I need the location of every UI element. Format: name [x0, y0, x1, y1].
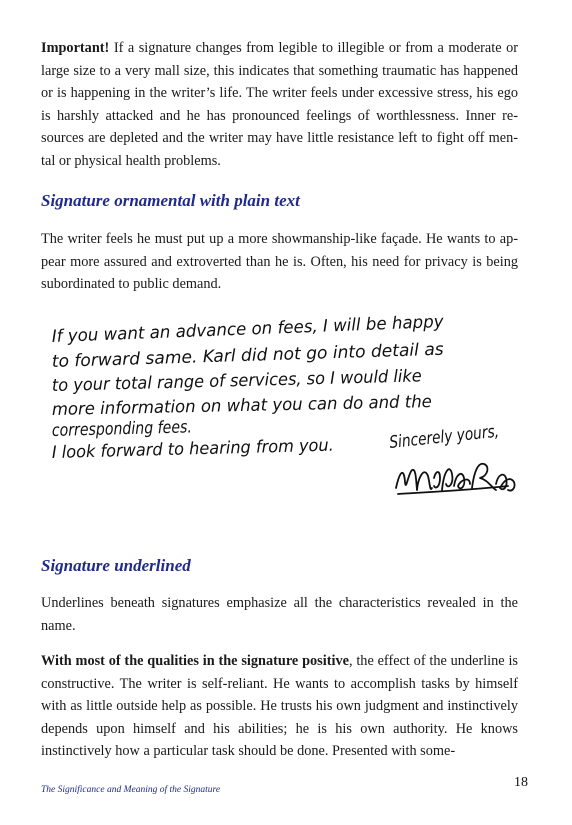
important-text: If a signature changes from legible to illegible or from a moderate or large size to a very mall size, this indicates that something traumatic has happened or is happening in the writer’s life. The writer feels under excessive stress, his ego is harshly attacked and he has pronounced feelings of worthlessness. Inner resources are depleted and the writer may have little resistance left to fight off mental or physical health problems.	[41, 40, 518, 169]
handwriting-closing: Sincerely yours,	[388, 418, 526, 453]
footer-book-title: The Significance and Meaning of the Signature	[41, 785, 221, 795]
page-number: 18	[514, 775, 528, 790]
ornamental-paragraph: The writer feels he must put up a more showmanship-like façade. He wants to appear more assured and extroverted than he is. Often, his need for privacy is being subordinated to public demand.	[41, 231, 518, 293]
positive-qualities-lead: With most of the qualities in the signature positive	[41, 653, 349, 669]
important-lead: Important!	[41, 40, 110, 56]
handwriting-line: more information on what you can do and the	[51, 391, 444, 420]
handwriting-lines	[51, 311, 526, 463]
important-paragraph	[41, 37, 518, 173]
signature-scribble	[396, 464, 515, 494]
underlined-paragraph: Underlines beneath signatures emphasize all the characteristics revealed in the name.	[41, 595, 518, 634]
handwriting-line: I look forward to hearing from you.	[51, 435, 349, 463]
positive-qualities-paragraph	[41, 650, 518, 763]
handwriting-line: corresponding fees.	[51, 416, 221, 441]
handwriting-line: to your total range of services, so I would like	[51, 365, 441, 396]
heading-ornamental: Signature ornamental with plain text	[41, 191, 300, 210]
handwriting-line: to forward same. Karl did not go into detail as	[51, 339, 443, 372]
handwriting-line: If you want an advance on fees, I will be happy	[51, 311, 453, 347]
positive-qualities-text: , the effect of the underline is constructive. The writer is self-reliant. He wants to accomplish tasks by himself with as little outside help as possible. He trusts his own judgment and instinctively depends upon himself and his abilities; he is his own authority. He knows instinctively how a particular task should be done. Presented with some-	[41, 653, 518, 760]
heading-underlined: Signature underlined	[41, 556, 191, 575]
